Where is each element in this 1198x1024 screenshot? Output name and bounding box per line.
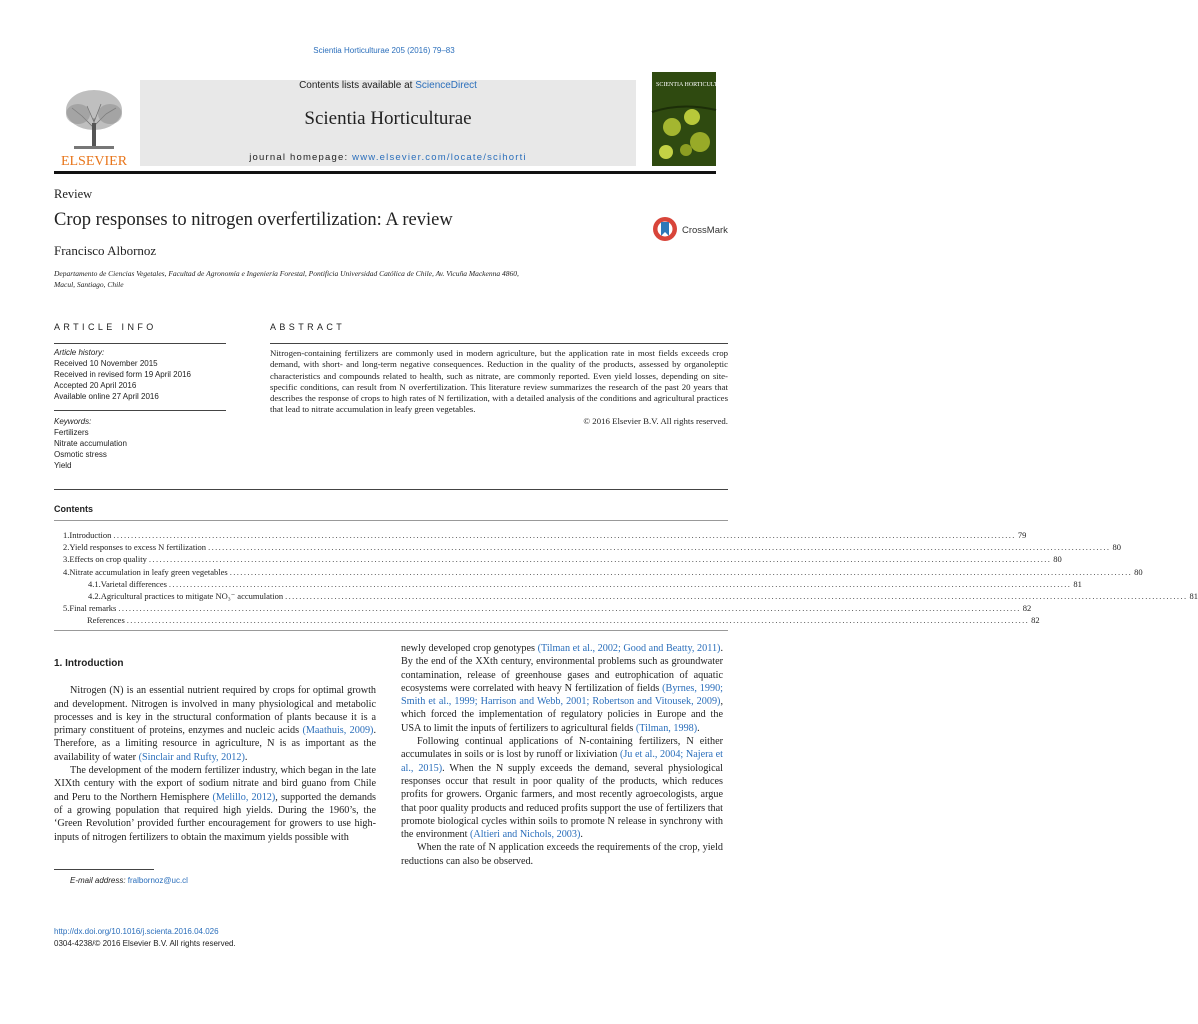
abstract-rule: [270, 343, 728, 344]
article-info-rule: [54, 343, 226, 344]
contents-available-line: Contents lists available at ScienceDirect: [299, 80, 477, 91]
toc-entry[interactable]: [54, 602, 1032, 614]
keywords-rule: [54, 410, 226, 411]
footnote-rule: [54, 869, 154, 870]
toc-entry[interactable]: [54, 529, 1027, 541]
issn-copyright: 0304-4238/© 2016 Elsevier B.V. All rights reserved.: [54, 939, 236, 948]
table-of-contents: [54, 529, 1198, 627]
publisher-wordmark: ELSEVIER: [60, 154, 128, 169]
paragraph: newly developed crop genotypes (Tilman et al., 2002; Good and Beatty, 2011). By the end of the XXth century, environmental problems such as groundwater contamination, release of greenhouse gases and eutrophication of aquatic ecosystems were correlated with heavy N fertilization of fields (Byrnes, 1990; Smith et al., 1999; Harrison and Webb, 2001; Robertson and Vitousek, 2009), which forced the implementation of regulatory policies in Europe and the USA to limit the inputs of fertilizers to agricultural fields (Tilman, 1998).: [401, 643, 723, 734]
toc-page-number: 80: [1134, 566, 1143, 577]
crossmark-badge[interactable]: [652, 214, 732, 244]
toc-entry[interactable]: [54, 541, 1121, 553]
toc-entry[interactable]: [54, 614, 1040, 626]
journal-citation[interactable]: Scientia Horticulturae 205 (2016) 79–83: [313, 46, 455, 55]
doi-block: [54, 926, 236, 950]
contents-top-rule: [54, 520, 728, 521]
elsevier-logo: [54, 78, 134, 168]
paragraph: Nitrogen (N) is an essential nutrient required by crops for optimal growth and development. Nitrogen is involved in many physiological and metabolic processes and is key in the structural conformation of plants because it is a primary constituent of proteins, enzymes and nucleic acids (Maathuis, 2009). Therefore, as a limiting resource in agriculture, N is as important as the availability of water (Sinclair and Rufty, 2012).: [54, 685, 376, 763]
toc-page-number: 79: [1017, 530, 1027, 540]
contents-title: Contents: [54, 504, 93, 514]
toc-number: 4.: [63, 566, 70, 577]
body-column-right: [401, 642, 723, 868]
toc-number: 1.: [63, 530, 70, 540]
toc-page-number: 80: [1053, 554, 1062, 565]
abstract-copyright: © 2016 Elsevier B.V. All rights reserved.: [583, 415, 728, 426]
abstract-heading: ABSTRACT: [270, 322, 346, 332]
keyword: Nitrate accumulation: [54, 439, 127, 448]
reference-link[interactable]: (Ju et al., 2004; Najera et al., 2015): [401, 749, 723, 774]
toc-leader: [149, 553, 1051, 565]
journal-cover-image: [652, 72, 734, 166]
doi-link[interactable]: http://dx.doi.org/10.1016/j.scienta.2016.04.026: [54, 927, 219, 936]
toc-page-number: 82: [1022, 603, 1032, 614]
keyword: Osmotic stress: [54, 450, 107, 459]
journal-homepage: journal homepage: www.elsevier.com/locate/scihorti: [249, 152, 527, 163]
toc-entry[interactable]: [54, 553, 1062, 565]
homepage-link[interactable]: www.elsevier.com/locate/scihorti: [352, 152, 527, 163]
author-email-footnote: E-mail address: fralbornoz@uc.cl: [70, 876, 188, 885]
toc-leader: [169, 578, 1071, 590]
reference-link[interactable]: (Byrnes, 1990; Smith et al., 1999; Harrison and Webb, 2001; Robertson and Vitousek, 2009): [401, 682, 723, 708]
contents-rule: [54, 489, 728, 490]
keyword: Yield: [54, 461, 72, 470]
reference-link[interactable]: (Tilman et al., 2002; Good and Beatty, 2011): [537, 643, 721, 654]
toc-number: 2.: [63, 542, 70, 553]
reference-link[interactable]: (Melillo, 2012): [212, 791, 276, 803]
toc-page-number: 81: [1073, 578, 1082, 589]
svg-text:CrossMark: CrossMark: [682, 225, 728, 236]
toc-entry[interactable]: [54, 566, 1143, 578]
cover-title: SCIENTIA HORTICULTURAE: [656, 82, 734, 88]
sciencedirect-link[interactable]: ScienceDirect: [415, 80, 477, 91]
keyword: Fertilizers: [54, 428, 89, 437]
toc-entry[interactable]: [54, 578, 1082, 590]
toc-title: Nitrate accumulation in leafy green vegetables: [69, 566, 228, 577]
abstract-text: Nitrogen-containing fertilizers are commonly used in modern agriculture, but the application rate in most fields exceeds crop demand, with short- and long-term negative consequences. Reduction in the quality of the products, assessed by organoleptic characteristics and compounds related to health, such as nitrate, are commonly reported. Even yield losses, depending on site-specific conditions, can result from N overfertilization. This literature review summarizes the research of the past 20 years that describes the response of crops to high rates of N fertilization, with a detailed analysis of the conditions and agricultural practices that lead to nitrate accumulation in leafy green vegetables. © 2016 Elsevier B.V. All rights reserved.: [270, 348, 728, 426]
article-title: Crop responses to nitrogen overfertilization: A review: [54, 210, 453, 230]
paragraph: The development of the modern fertilizer industry, which began in the late XIXth century with the export of sodium nitrate and bird guano from Chile and Peru to the Northern Hemisphere (Melillo, 2012), supported the demands of a growing population that required high yields. During the 1960’s, the ‘Green Revolution’ provided further encouragement for growers to use high-inputs of nitrogen fertilizers to obtain the maximum yields possible with: [54, 765, 377, 843]
reference-link[interactable]: (Sinclair and Rufty, 2012): [138, 751, 245, 763]
toc-page-number: 81: [1189, 590, 1198, 601]
author-affiliation: Departamento de Ciencias Vegetales, Facultad de Agronomía e Ingeniería Forestal, Pontificia Universidad Católica de Chile, Av. Vicuña Mackenna 4860, Macul, Santiago, Chile: [54, 269, 519, 289]
article-info-heading: ARTICLE INFO: [54, 322, 157, 332]
reference-link[interactable]: (Altieri and Nichols, 2003): [470, 829, 581, 841]
journal-title: Scientia Horticulturae: [304, 108, 472, 129]
toc-leader: [118, 602, 1020, 614]
toc-title: References: [87, 615, 125, 626]
toc-title: Effects on crop quality: [69, 554, 147, 565]
toc-leader: [113, 529, 1015, 541]
article-author: Francisco Albornoz: [54, 243, 157, 258]
toc-leader: [208, 541, 1110, 553]
section-title-introduction: 1. Introduction: [54, 658, 124, 669]
article-history: Article history: Received 10 November 2015 Received in revised form 19 April 2016 Accepted 20 April 2016 Available online 27 April 2016: [54, 348, 191, 401]
toc-title: Agricultural practices to mitigate NO₃⁻ accumulation: [100, 590, 284, 601]
toc-leader: [230, 566, 1132, 578]
paragraph: When the rate of N application exceeds the requirements of the crop, yield reductions can also be observed.: [401, 842, 723, 867]
toc-leader: [285, 590, 1187, 602]
header-rule: [54, 171, 716, 174]
toc-entry[interactable]: [54, 590, 1198, 602]
toc-title: Yield responses to excess N fertilization: [69, 542, 207, 553]
toc-title: Final remarks: [69, 603, 117, 614]
toc-number: 5.: [63, 603, 70, 614]
keywords-list: Keywords: Fertilizers Nitrate accumulation Osmotic stress Yield: [54, 416, 226, 471]
toc-number: 4.2.: [88, 590, 101, 601]
paragraph: Following continual applications of N-containing fertilizers, N either accumulates in soils or is lost by runoff or lixiviation (Ju et al., 2004; Najera et al., 2015). When the N supply exceeds the demand, several physiological responses occur that result in poor quality of the products, which reduces profits for growers. Organic farmers, and most recently agroecologists, argue that poor quality products and reduced profits support the use of fertilizers that promote biological cycles within soils to promote N release in synchrony with the environment (Altieri and Nichols, 2003).: [401, 736, 723, 841]
contents-bottom-rule: [54, 630, 728, 631]
toc-page-number: 82: [1031, 615, 1040, 626]
toc-title: Introduction: [69, 530, 112, 540]
article-type: Review: [54, 187, 93, 201]
toc-page-number: 80: [1112, 542, 1121, 553]
reference-link[interactable]: (Tilman, 1998): [635, 722, 698, 734]
body-column-left: [54, 642, 376, 844]
reference-link[interactable]: (Maathuis, 2009): [302, 725, 374, 737]
author-email-link[interactable]: fralbornoz@uc.cl: [127, 876, 188, 885]
toc-number: 3.: [63, 554, 70, 565]
toc-number: 4.1.: [88, 578, 101, 589]
toc-leader: [127, 614, 1029, 626]
toc-title: Varietal differences: [100, 578, 167, 589]
